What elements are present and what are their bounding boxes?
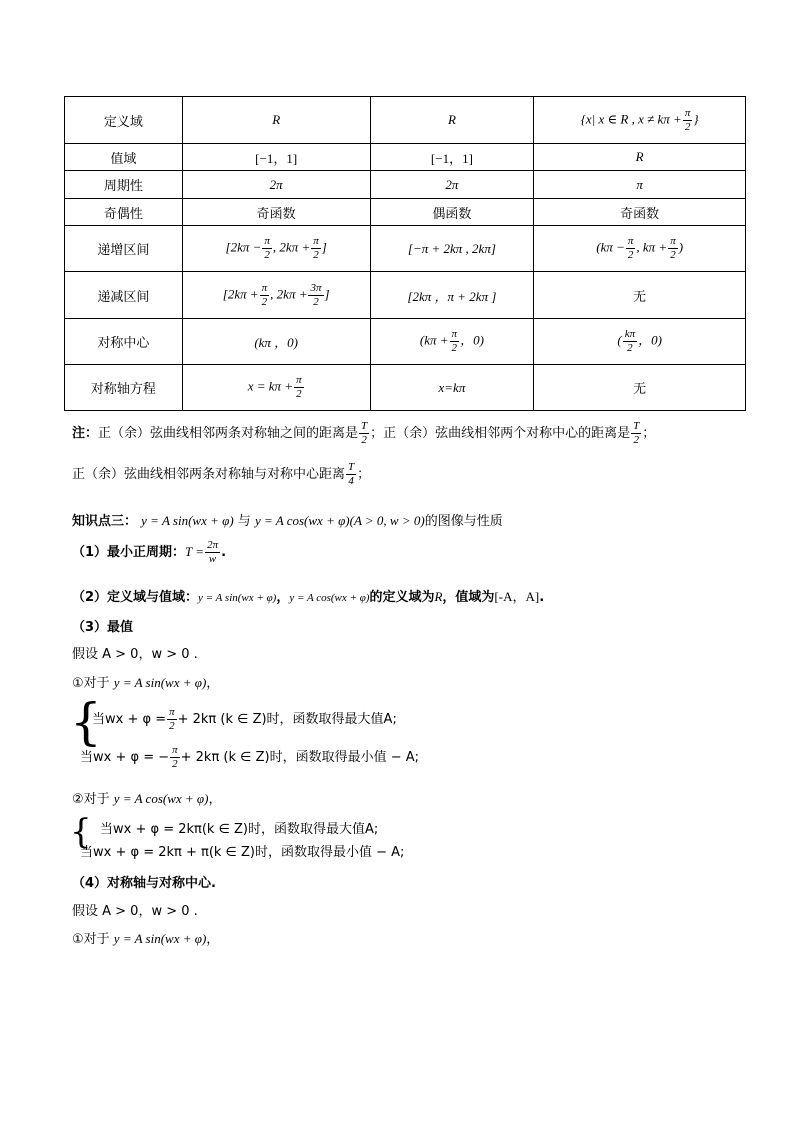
cell-tan: 无 [534,272,746,319]
cell-sin: [−1，1] [182,144,370,171]
case-2-min: 当wx + φ = 2kπ + π(k ∈ Z)时，函数取得最小值 − A; [80,845,405,860]
assumption: 假设 A > 0，w > 0 . [72,904,198,919]
case-1-heading: ①对于 y = A sin(wx + φ)， [72,675,220,691]
cell-sin: R [182,97,370,144]
table-row [65,199,746,226]
case-3-heading: ①对于 y = A sin(wx + φ)， [72,931,220,947]
table-row [65,365,746,411]
row-label: 递增区间 [65,226,183,272]
cell-tan: 奇函数 [534,199,746,226]
item-1: （1）最小正周期：T = $\frac{2\pi}{w}$ . [72,539,227,565]
cell-cos: 2π [370,171,534,199]
cell-sin: 奇函数 [182,199,370,226]
case-1-min: 当wx + φ = − $\frac{\pi}{2}$ + 2kπ (k ∈ Z)时，函数取得最小值 − A; [80,744,420,770]
item-3: （3）最值 [72,620,134,635]
item-4: （4）对称轴与对称中心. [72,876,216,891]
cell-cos: R [370,97,534,144]
cell-tan: R [534,144,746,171]
cell-sin: (kπ ，0) [182,319,370,365]
cell-sin: x = kπ + $\frac{\pi}{2}$ [182,365,370,411]
cell-tan: ( $\frac{k\pi}{2}$ ，0) [534,319,746,365]
cell-cos: (kπ + $\frac{\pi}{2}$ ，0) [370,319,534,365]
row-label: 值域 [65,144,183,171]
cell-cos: x=kπ [370,365,534,411]
row-label: 递减区间 [65,272,183,319]
table-row [65,319,746,365]
trig-properties-table [64,96,746,411]
table-row [65,97,746,144]
cell-cos: [−1，1] [370,144,534,171]
cell-sin: 2π [182,171,370,199]
table-row [65,171,746,199]
row-label: 周期性 [65,171,183,199]
cell-tan: π [534,171,746,199]
case-1-max: 当wx + φ = $\frac{\pi}{2}$ + 2kπ (k ∈ Z)时，函数取得最大值A; [92,706,397,732]
left-brace: { [70,812,92,852]
table-row [65,272,746,319]
assumption: 假设 A > 0，w > 0 . [72,647,198,662]
cell-cos: [2kπ ，π + 2kπ ] [370,272,534,319]
note-line-1: 注：正（余）弦曲线相邻两条对称轴之间的距离是 $\frac{T}{2}$ ；正（余）弦曲线相邻两个对称中心的距离是 $\frac{T}{2}$ ； [72,420,656,446]
row-label: 定义域 [65,97,183,144]
row-label: 对称中心 [65,319,183,365]
case-2-heading: ②对于 y = A cos(wx + φ)， [72,791,222,807]
case-2-max: 当wx + φ = 2kπ(k ∈ Z)时，函数取得最大值A; [100,822,379,837]
table-row [65,226,746,272]
cell-sin: [2kπ + $\frac{\pi}{2}$ , 2kπ + $\frac{3\pi}{2}$ ] [182,272,370,319]
cell-tan: {x| x ∈ R , x ≠ kπ + $\frac{\pi}{2}$ } [534,97,746,144]
left-brace: { [70,693,102,751]
item-2: （2）定义域与值域：y = A sin(wx + φ)，y = A cos(wx + φ)的定义域为R，值域为[-A，A]. [72,589,545,605]
cell-tan: (kπ − $\frac{\pi}{2}$ , kπ + $\frac{\pi}{2}$ ) [534,226,746,272]
cell-cos: [−π + 2kπ , 2kπ] [370,226,534,272]
row-label: 奇偶性 [65,199,183,226]
cell-sin: [2kπ − $\frac{\pi}{2}$ , 2kπ + $\frac{\pi}{2}$ ] [182,226,370,272]
section-title: 知识点三： y = A sin(wx + φ) 与 y = A cos(wx + φ)(A > 0, w > 0)的图像与性质 [72,513,503,529]
row-label: 对称轴方程 [65,365,183,411]
table-row [65,144,746,171]
cell-cos: 偶函数 [370,199,534,226]
note-line-2: 正（余）弦曲线相邻两条对称轴与对称中心距离 $\frac{T}{4}$ ； [72,461,371,487]
cell-tan: 无 [534,365,746,411]
